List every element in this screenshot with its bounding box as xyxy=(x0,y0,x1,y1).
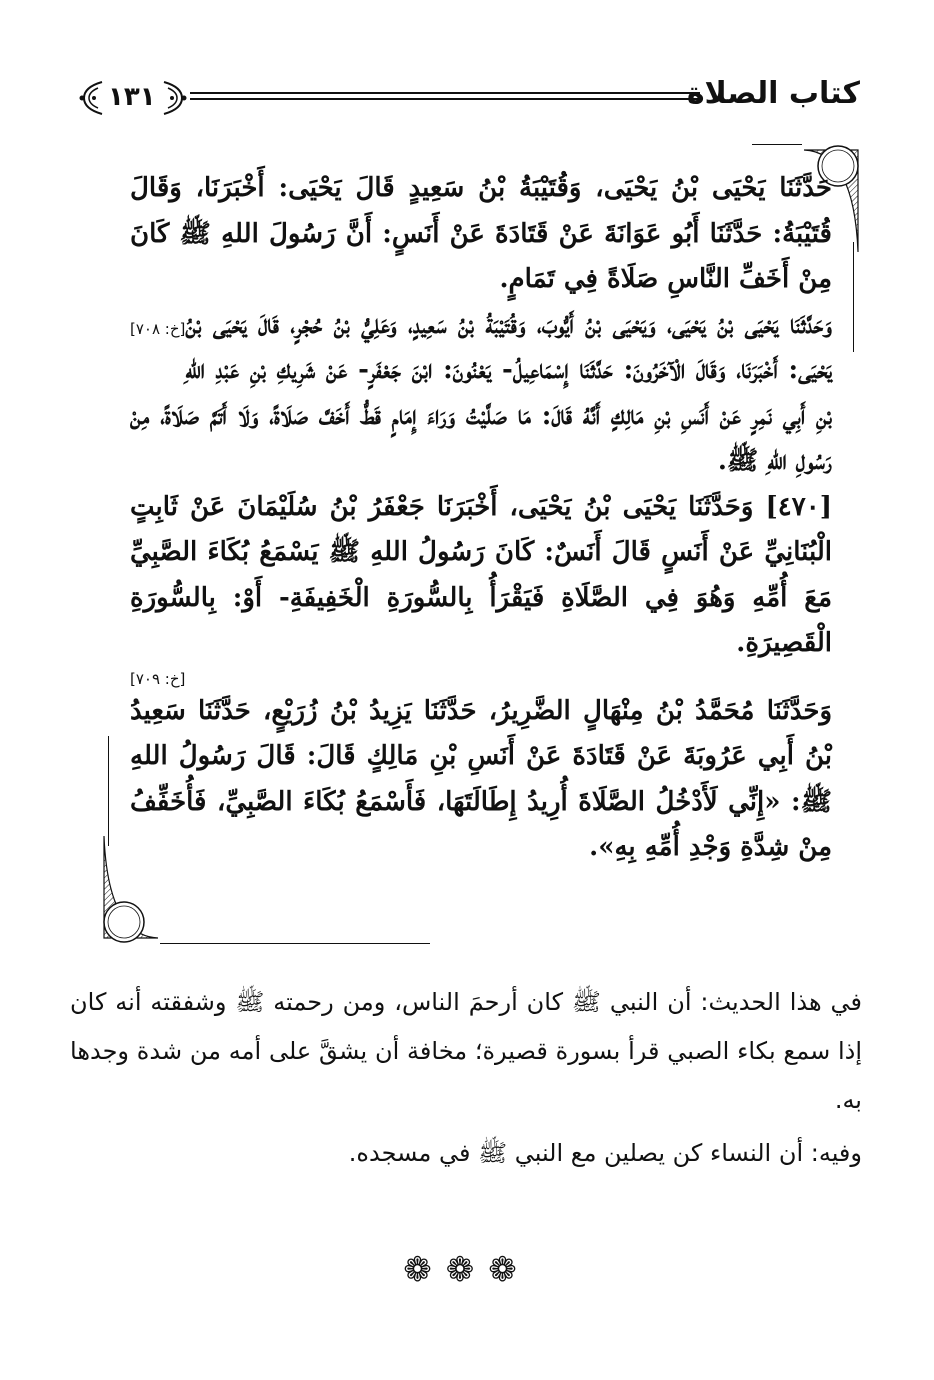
hadith-text xyxy=(130,166,832,871)
frame-line-top xyxy=(752,144,802,145)
commentary-paragraph-2: وفيه: أن النساء كن يصلين مع النبي ﷺ في مسجده. xyxy=(348,1139,862,1167)
hadith-paragraph-1: حَدَّثَنَا يَحْيَى بْنُ يَحْيَى، وَقُتَيْبَةُ بْنُ سَعِيدٍ قَالَ يَحْيَى: أَخْبَرَنَا، وَقَالَ قُتَيْبَةُ: حَدَّثَنَا أَبُو عَوَانَةَ عَنْ قَتَادَةَ عَنْ أَنَسٍ: أَنَّ رَسُولَ اللهِ ﷺ كَانَ مِنْ أَخَفِّ النَّاسِ صَلَاةً فِي تَمَامٍ. xyxy=(130,173,832,294)
hadith-frame xyxy=(100,142,862,946)
hadith-paragraph-3: [٤٧٠] وَحَدَّثَنَا يَحْيَى بْنُ يَحْيَى، أَخْبَرَنَا جَعْفَرُ بْنُ سُلَيْمَانَ عَنْ ثَابِتٍ الْبُنَانِيِّ عَنْ أَنَسٍ قَالَ أَنَسٌ: كَانَ رَسُولُ اللهِ ﷺ يَسْمَعُ بُكَاءَ الصَّبِيِّ مَعَ أُمِّهِ وَهُوَ فِي الصَّلَاةِ فَيَقْرَأُ بِالسُّورَةِ الْخَفِيفَةِ- أَوْ: بِالسُّورَةِ الْقَصِيرَةِ. xyxy=(130,491,832,658)
hadith-paragraph-2 xyxy=(130,303,832,485)
ornament-left-icon xyxy=(78,78,106,118)
ornament-right-icon xyxy=(160,78,188,118)
commentary xyxy=(70,978,862,1178)
reference-bukhari-709: [خ: ٧٠٩] xyxy=(130,669,186,688)
header-rule xyxy=(190,92,700,100)
frame-line-bottom xyxy=(160,943,430,944)
section-end-ornament: ❁❁❁ xyxy=(403,1250,531,1290)
page-number: ١٣١ xyxy=(108,82,156,112)
running-title: كتاب الصلاة xyxy=(686,76,860,111)
page-number-ornament xyxy=(78,74,188,122)
hadith-paragraph-4: وَحَدَّثَنَا مُحَمَّدُ بْنُ مِنْهَالٍ الضَّرِيرُ، حَدَّثَنَا يَزِيدُ بْنُ زُرَيْعٍ، حَدَّثَنَا سَعِيدُ بْنُ أَبِي عَرُوبَةَ عَنْ قَتَادَةَ عَنْ أَنَسِ بْنِ مَالِكٍ قَالَ: قَالَ رَسُولُ اللهِ ﷺ: «إِنِّي لَأَدْخُلُ الصَّلَاةَ أُرِيدُ إِطَالَتَهَا، فَأَسْمَعُ بُكَاءَ الصَّبِيِّ، فَأُخَفِّفُ مِنْ شِدَّةِ وَجْدِ أُمِّهِ بِهِ». xyxy=(130,695,832,862)
page-header xyxy=(70,70,860,130)
commentary-paragraph-1: في هذا الحديث: أن النبي ﷺ كان أرحمَ الناس، ومن رحمته ﷺ وشفقته أنه كان إذا سمع بكاء الصبي قرأ بسورة قصيرة؛ مخافة أن يشقَّ على أمه من شدة وجدها به. xyxy=(70,988,862,1114)
reference-bukhari-708: [خ: ٧٠٨] xyxy=(130,319,186,338)
hadith-paragraph-2-text: وَحَدَّثَنَا يَحْيَى بْنُ يَحْيَى، وَيَحْيَى بْنُ أَيُّوبَ، وَقُتَيْبَةُ بْنُ سَعِيدٍ، وَعَلِيُّ بْنُ حُجْرٍ، قَالَ يَحْيَى بْنُ يَحْيَى: أَخْبَرَنَا، وَقَالَ الْآخَرُونَ: حَدَّثَنَا إِسْمَاعِيلُ- يَعْنُونَ: ابْنَ جَعْفَرٍ- عَنْ شَرِيكِ بْنِ عَبْدِ اللهِ بْنِ أَبِي نَمِرٍ عَنْ أَنَسِ بْنِ مَالِكٍ أَنَّهُ قَالَ: مَا صَلَّيْتُ وَرَاءَ إِمَامٍ قَطُّ أَخَفَّ صَلَاةً، وَلَا أَتَمَّ صَلَاةً، مِنْ رَسُولِ اللهِ ﷺ. xyxy=(130,309,832,476)
frame-line-right xyxy=(853,242,854,352)
